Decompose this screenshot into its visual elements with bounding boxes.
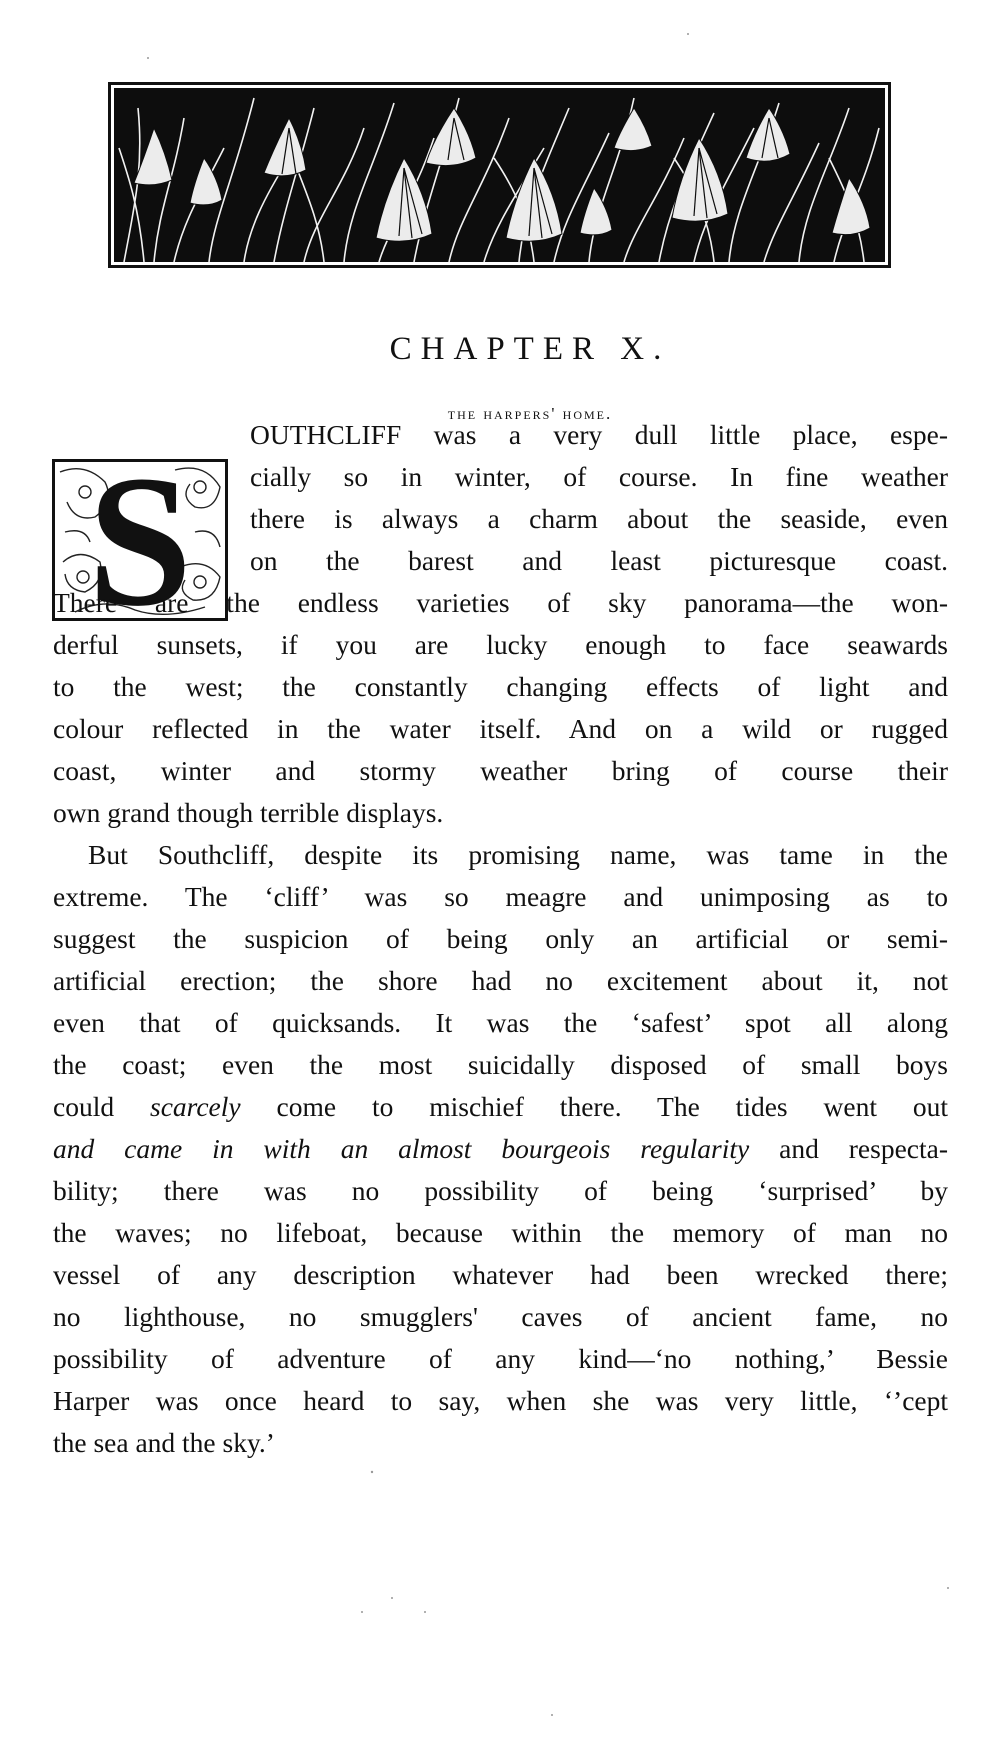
text-segment: come to mischief there. The tides went out [240, 1091, 948, 1122]
text-segment: and respecta- [749, 1133, 949, 1164]
text-line: there is always a charm about the seaside, even [250, 503, 948, 534]
text-line: vessel of any description whatever had been wrecked there; [53, 1259, 948, 1290]
text-line: the waves; no lifeboat, because within the memory of man no [53, 1217, 948, 1248]
text-line: the coast; even the most suicidally disposed of small boys [53, 1049, 948, 1080]
text-line: on the barest and least picturesque coast. [250, 545, 948, 576]
text-line: artificial erection; the shore had no excitement about it, not [53, 965, 948, 996]
text-line: suggest the suspicion of being only an artificial or semi- [53, 923, 948, 954]
text-line: to the west; the constantly changing effects of light and [53, 671, 948, 702]
text-line: bility; there was no possibility of being ‘surprised’ by [53, 1175, 948, 1206]
text-line: coast, winter and stormy weather bring of course their [53, 755, 948, 786]
text-segment: could [53, 1091, 150, 1122]
text-line: own grand though terrible displays. [53, 797, 444, 828]
text-line: colour reflected in the water itself. And on a wild or rugged [53, 713, 948, 744]
text-line: derful sunsets, if you are lucky enough to face seawards [53, 629, 948, 660]
text-line: extreme. The ‘cliff’ was so meagre and unimposing as to [53, 881, 948, 912]
text-line: cially so in winter, of course. In fine weather [250, 461, 948, 492]
text-line: no lighthouse, no smugglers' caves of ancient fame, no [53, 1301, 948, 1332]
text-line: But Southcliff, despite its promising name, was tame in the [88, 839, 948, 870]
text-line: OUTHCLIFF was a very dull little place, espe- [250, 419, 948, 450]
chapter-title: CHAPTER X. [389, 331, 671, 367]
drop-cap-letter: S [87, 459, 193, 621]
italic-text: scarcely [150, 1091, 241, 1122]
text-line: possibility of adventure of any kind—‘no nothing,’ Bessie [53, 1343, 948, 1374]
text-line: Harper was once heard to say, when she was very little, ‘’cept [53, 1385, 948, 1416]
italic-text: and came in with an almost bourgeois regularity [53, 1133, 750, 1164]
chapter-subtitle-text: the harpers' home. [447, 404, 613, 423]
text-line: There are the endless varieties of sky panorama—the won- [53, 587, 948, 618]
text-line: the sea and the sky.’ [53, 1427, 275, 1458]
text-line: even that of quicksands. It was the ‘safest’ spot all along [53, 1007, 948, 1038]
